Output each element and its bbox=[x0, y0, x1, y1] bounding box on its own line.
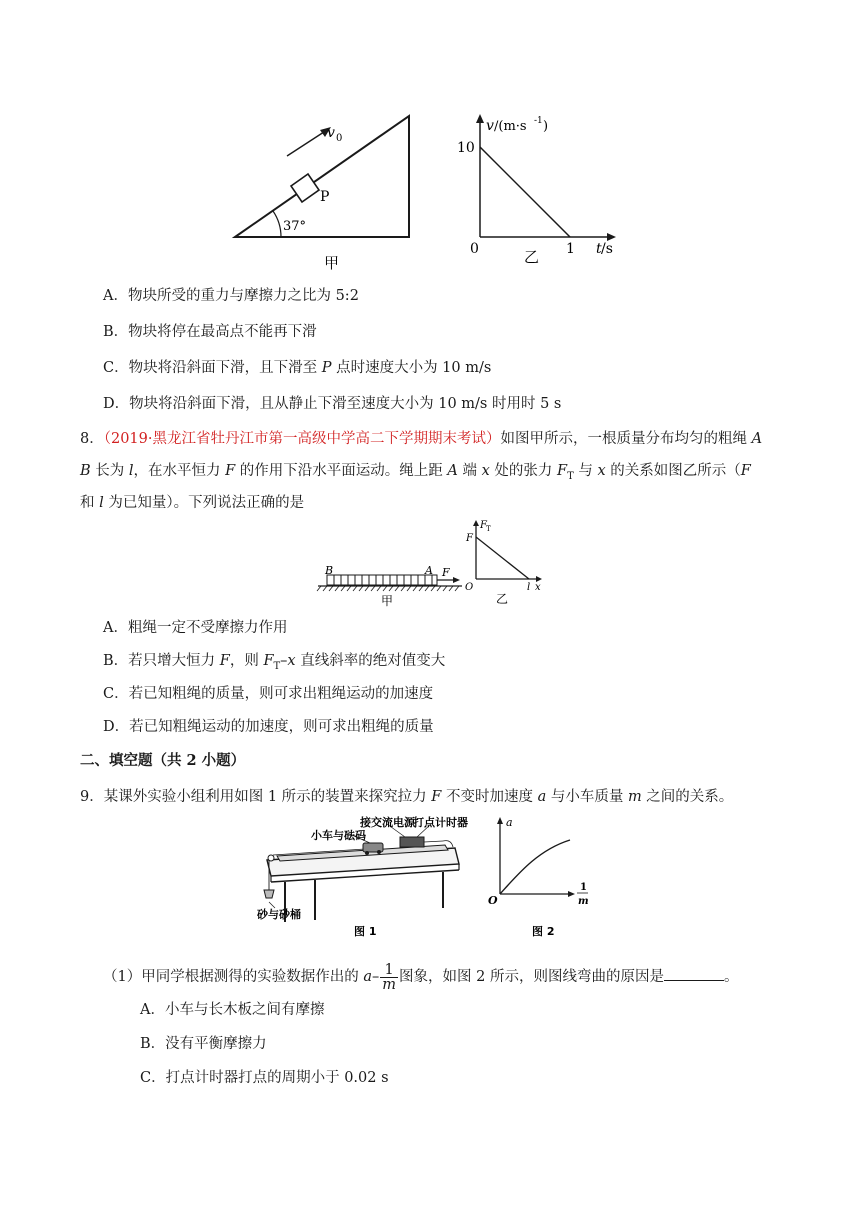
label-a: A bbox=[425, 565, 433, 577]
q9-option-c: C．打点计时器打点的周期小于 0.02 s bbox=[140, 1070, 389, 1086]
y-axis-exp: -1 bbox=[534, 116, 543, 126]
figure-yi-caption: 乙 bbox=[496, 592, 509, 606]
q7-option-b: B．物块将停在最高点不能再下滑 bbox=[103, 324, 317, 340]
q7-figure-yi bbox=[450, 110, 640, 270]
x-axis-unit: /s bbox=[601, 241, 613, 257]
y-axis-v: v bbox=[486, 118, 494, 134]
label-ft: F bbox=[480, 520, 487, 531]
x-axis-t: t bbox=[596, 241, 602, 257]
figure-1-caption: 图 1 bbox=[354, 925, 377, 938]
q9-option-a: A．小车与长木板之间有摩擦 bbox=[140, 1002, 325, 1018]
section-title-fill-in: 二、填空题（共 2 小题） bbox=[80, 752, 246, 769]
q8-figure-jia bbox=[315, 565, 465, 615]
q8-option-d: D．若已知粗绳运动的加速度，则可求出粗绳的质量 bbox=[103, 719, 434, 735]
q7-option-d: D．物块将沿斜面下滑，且从静止下滑至速度大小为 10 m/s 时用时 5 s bbox=[103, 396, 562, 412]
q8-option-b: B．若只增大恒力 F，则 $F_T-x$ 直线斜率的绝对值变大 bbox=[103, 653, 446, 672]
figure-jia-caption: 甲 bbox=[381, 594, 394, 608]
label-timer: 打点计时器 bbox=[413, 816, 468, 829]
axis-num: 1 bbox=[580, 882, 587, 893]
figure-2-caption: 图 2 bbox=[532, 925, 555, 938]
q7-option-c: C．物块将沿斜面下滑，且下滑至 P 点时速度大小为 10 m/s bbox=[103, 360, 492, 376]
label-f: F bbox=[442, 566, 450, 579]
q8-option-a: A．粗绳一定不受摩擦力作用 bbox=[103, 620, 288, 636]
figure-yi-caption: 乙 bbox=[524, 248, 540, 266]
q9-option-b: B．没有平衡摩擦力 bbox=[140, 1036, 267, 1052]
origin-label: 0 bbox=[470, 241, 479, 257]
origin-o: O bbox=[465, 582, 474, 593]
q9-figure-2-graph bbox=[478, 812, 603, 940]
y-axis-close: ) bbox=[543, 119, 549, 134]
q9-part1: （1）甲同学根据测得的实验数据作出的 a– $\frac{1}{m}$ 图象，如图 2 所示，则图线弯曲的原因是 。 bbox=[103, 961, 739, 993]
v0-label: v bbox=[327, 125, 335, 141]
q8-stem-line1: 8．（2019·黑龙江省牡丹江市第一高级中学高二下学期期末考试）如图甲所示，一根质量分布均匀的粗绳 A bbox=[80, 431, 763, 447]
q9-figure-1-apparatus bbox=[255, 812, 470, 942]
q7-figure-jia bbox=[225, 100, 425, 275]
v0-subscript: 0 bbox=[336, 133, 343, 144]
tick-f: F bbox=[466, 533, 473, 544]
q9-stem: 9．某课外实验小组利用如图 1 所示的装置来探究拉力 F 不变时加速度 a 与小车质量 m 之间的关系。 bbox=[80, 789, 734, 805]
axis-x: x bbox=[535, 582, 541, 593]
label-power: 接交流电源 bbox=[360, 816, 415, 829]
tick-l: l bbox=[527, 582, 531, 593]
figure-jia-caption: 甲 bbox=[324, 254, 340, 272]
fraction-1-over-m: $\frac{1}{m}$ bbox=[382, 961, 396, 993]
label-ft-sub: T bbox=[486, 525, 491, 533]
origin-o: O bbox=[488, 894, 498, 907]
answer-blank[interactable] bbox=[664, 966, 724, 981]
q8-stem-line3: 和 l 为已知量）。下列说法正确的是 bbox=[80, 495, 305, 511]
axis-den: m bbox=[578, 896, 589, 907]
q8-option-c: C．若已知粗绳的质量，则可求出粗绳运动的加速度 bbox=[103, 686, 434, 702]
label-b: B bbox=[325, 565, 334, 577]
q8-stem-line2: B 长为 l，在水平恒力 F 的作用下沿水平面运动。绳上距 A 端 x 处的张力 $F_T$ 与 x 的关系如图乙所示（F bbox=[80, 463, 751, 482]
q7-option-a: A．物块所受的重力与摩擦力之比为 5:2 bbox=[103, 288, 359, 304]
q8-figure-yi bbox=[462, 518, 547, 608]
y-tick-10: 10 bbox=[457, 140, 475, 156]
x-tick-1: 1 bbox=[566, 241, 575, 257]
point-p-label: P bbox=[320, 189, 330, 205]
axis-a: a bbox=[506, 816, 513, 829]
q8-source: （2019·黑龙江省牡丹江市第一高级中学高二下学期期末考试） bbox=[103, 431, 501, 447]
label-cart: 小车与砝码 bbox=[311, 829, 366, 842]
label-bucket: 砂与砂桶 bbox=[257, 908, 301, 921]
angle-label: 37° bbox=[283, 219, 307, 234]
y-axis-unit: /(m·s bbox=[494, 119, 527, 134]
